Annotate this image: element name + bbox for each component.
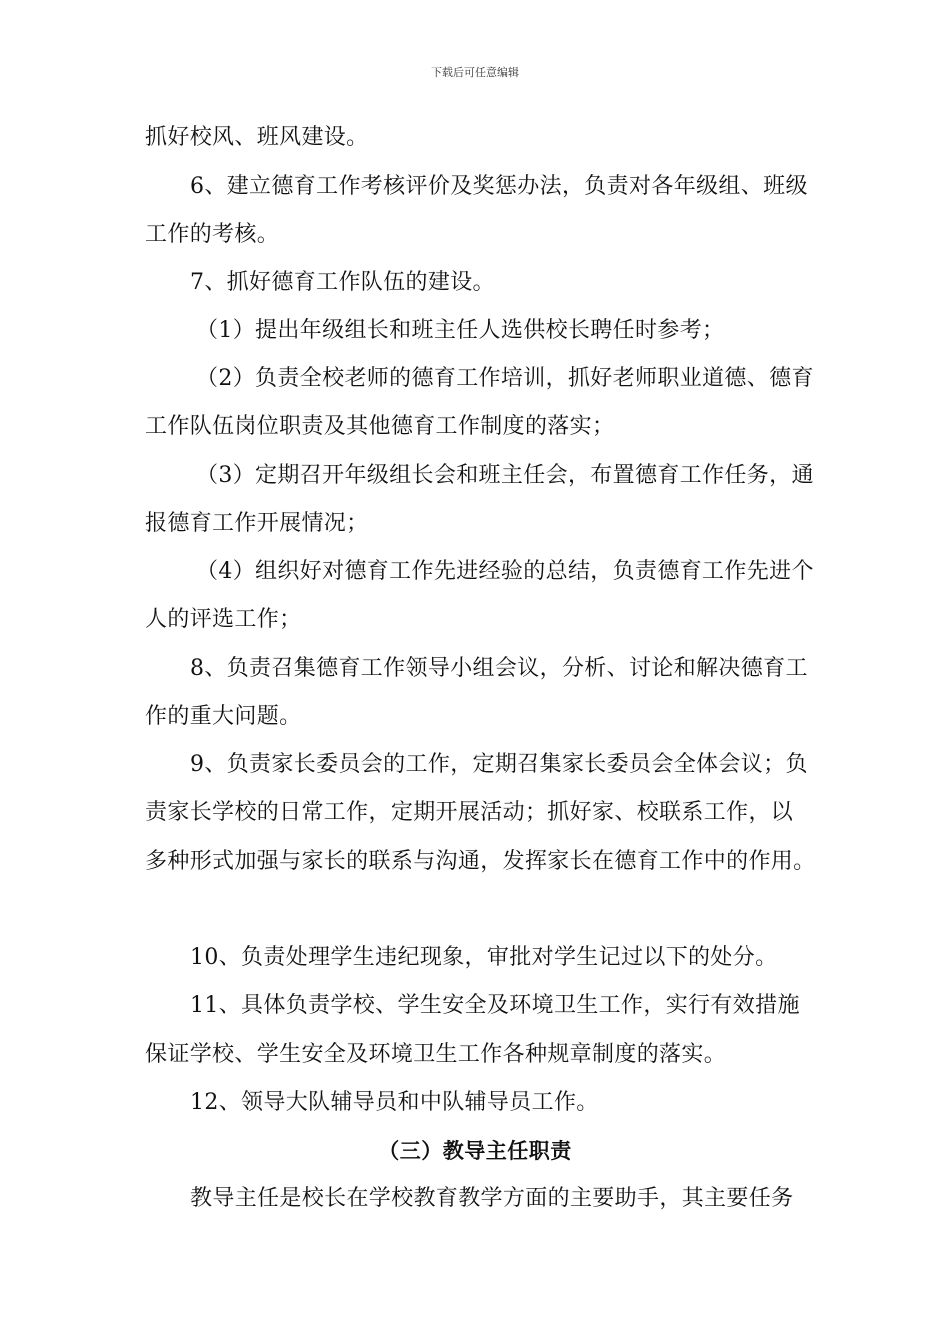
- paragraph-line: 6、建立德育工作考核评价及奖惩办法，负责对各年级组、班级: [190, 174, 808, 199]
- paragraph-line: 抓好校风、班风建设。: [145, 125, 369, 150]
- page-header-note: 下载后可任意编辑: [431, 66, 519, 79]
- paragraph-line: 作的重大问题。: [145, 704, 302, 729]
- paragraph-line: 7、抓好德育工作队伍的建设。: [190, 270, 495, 295]
- paragraph-line: 教导主任是校长在学校教育教学方面的主要助手，其主要任务: [190, 1186, 794, 1211]
- paragraph-line: 报德育工作开展情况；: [145, 511, 369, 536]
- paragraph-line: （1）提出年级组长和班主任人选供校长聘任时参考；: [196, 318, 725, 343]
- paragraph-line: 多种形式加强与家长的联系与沟通，发挥家长在德育工作中的作用。: [145, 849, 816, 874]
- paragraph-line: （3）定期召开年级组长会和班主任会，布置德育工作任务，通: [196, 463, 814, 488]
- paragraph-line: （4）组织好对德育工作先进经验的总结，负责德育工作先进个: [196, 559, 814, 584]
- paragraph-line: 8、负责召集德育工作领导小组会议，分析、讨论和解决德育工: [190, 656, 808, 681]
- paragraph-line: 人的评选工作；: [145, 607, 302, 632]
- paragraph-line: 9、负责家长委员会的工作，定期召集家长委员会全体会议；负: [190, 752, 808, 777]
- section-heading: （三）教导主任职责: [378, 1139, 572, 1163]
- paragraph-line: 工作的考核。: [145, 222, 280, 247]
- paragraph-line: 责家长学校的日常工作，定期开展活动；抓好家、校联系工作，以: [145, 800, 794, 825]
- paragraph-line: 12、领导大队辅导员和中队辅导员工作。: [190, 1090, 599, 1115]
- paragraph-line: 10、负责处理学生违纪现象，审批对学生记过以下的处分。: [190, 945, 778, 970]
- paragraph-line: （2）负责全校老师的德育工作培训，抓好老师职业道德、德育: [196, 366, 814, 391]
- paragraph-line: 工作队伍岗位职责及其他德育工作制度的落实；: [145, 414, 615, 439]
- paragraph-line: 11、具体负责学校、学生安全及环境卫生工作，实行有效措施: [190, 993, 800, 1018]
- paragraph-line: 保证学校、学生安全及环境卫生工作各种规章制度的落实。: [145, 1042, 727, 1067]
